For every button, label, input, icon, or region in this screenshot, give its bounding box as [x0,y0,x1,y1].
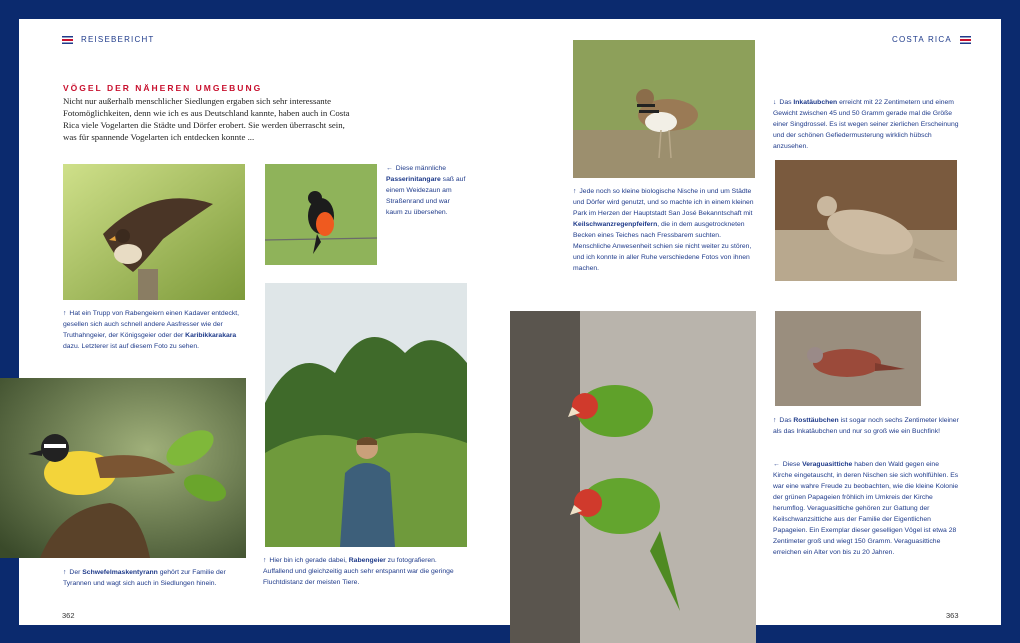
arrow-up-icon: ↑ [63,569,67,576]
arrow-up-icon: ↑ [773,417,777,424]
inca-dove-caption: ↓ Das Inkatäubchen erreicht mit 22 Zentimetern und einem Gewicht zwischen 45 und 50 Gramm gerade mal die Größe einer Singdrossel. Es ist wegen seiner zierlichen Erscheinung und der schönen Gefiedermusterung wirklich hübsch anzusehen. [773,99,959,150]
running-header-right [892,35,971,44]
arrow-down-icon: ↓ [773,99,777,106]
parakeet-photo [510,311,756,643]
caracara-photo [63,164,245,300]
page-number-right: 363 [946,611,959,620]
running-header-left [62,35,155,44]
costa-rica-flag-icon [62,36,73,44]
ruddy-dove-caption: ↑ Das Rosttäubchen ist sogar noch sechs Zentimeter kleiner als das Inkatäubchen und nur so groß wie ein Buchfink! [773,417,959,435]
page-number-left: 362 [62,611,75,620]
header-right-label: COSTA RICA [892,35,952,44]
header-left-label: REISEBERICHT [81,35,155,44]
photographer-caption: ↑ Hier bin ich gerade dabei, Rabengeier zu fotografieren. Auffallend und gleichzeitig auch sehr entspannt war die geringe Fluchtdistanz der meisten Tiere. [263,557,454,586]
arrow-left-icon: ← [386,165,393,172]
arrow-up-icon: ↑ [263,557,267,564]
arrow-left-icon: ← [773,461,780,468]
passerini-caption: ← Diese männliche Passerinitangare saß auf einem Weidezaun am Straßenrand und war kaum zu übersehen. [386,165,466,216]
killdeer-photo [573,40,755,178]
ruddy-dove-photo [775,311,921,406]
photographer-photo [265,283,467,547]
costa-rica-flag-icon [960,36,971,44]
inca-dove-photo [775,160,957,281]
kiskadee-caption: ↑ Der Schwefelmaskentyrann gehört zur Familie der Tyrannen und wagt sich auch in Siedlungen hinein. [63,569,226,587]
arrow-up-icon: ↑ [573,188,577,195]
article-heading: VÖGEL DER NÄHEREN UMGEBUNG [63,83,263,93]
caracara-caption: ↑ Hat ein Trupp von Rabengeiern einen Kadaver entdeckt, gesellen sich auch schnell andere Aasfresser wie der Truthahngeier, der Königsgeier oder der Karibikkarakara dazu. Letzterer ist auf diesem Foto zu sehen. [63,310,240,350]
parakeet-caption: ← Diese Veraguasittiche haben den Wald gegen eine Kirche eingetauscht, in deren Nischen sie sich wohlfühlen. Es war eine wahre Freude zu beobachten, wie die kleine Kolonie der grünen Papageien fröhlich im Umkreis der Kirche herumflog. Veraguasittiche gehören zur Gattung der Keilschwanzsittiche aus der Familie der Eigentlichen Papageien. Ein Exemplar dieser geselligen Vögel ist etwa 28 Zentimeter groß und wiegt 150 Gramm. Veraguasittiche erreichen ein Alter von bis zu 20 Jahren. [773,461,959,556]
kiskadee-photo [0,378,246,558]
passerini-tanager-photo [265,164,377,265]
arrow-up-icon: ↑ [63,310,67,317]
article-intro: Nicht nur außerhalb menschlicher Siedlungen ergaben sich sehr interessante Fotomöglichkeiten, denn wie ich es aus Deutschland kannte, haben auch in Costa Rica viele Vogelarten die Städte und Dörfer erobert. Sie werden überrascht sein, was für spannende Vogelarten ich entdecken konnte ... [63,96,350,142]
killdeer-caption: ↑ Jede noch so kleine biologische Nische in und um Städte und Dörfer wird genutzt, und so machte ich in einem kleinen Park im Herzen der Hauptstadt San José Bekanntschaft mit Keilschwanzregenpfeifern, die in dem ausgetrockneten Becken eines Teiches nach Fressbarem suchten. Menschliche Anwesenheit schien sie nicht weiter zu stören, und ich konnte in aller Ruhe verschiedene Fotos von ihnen machen. [573,188,754,272]
